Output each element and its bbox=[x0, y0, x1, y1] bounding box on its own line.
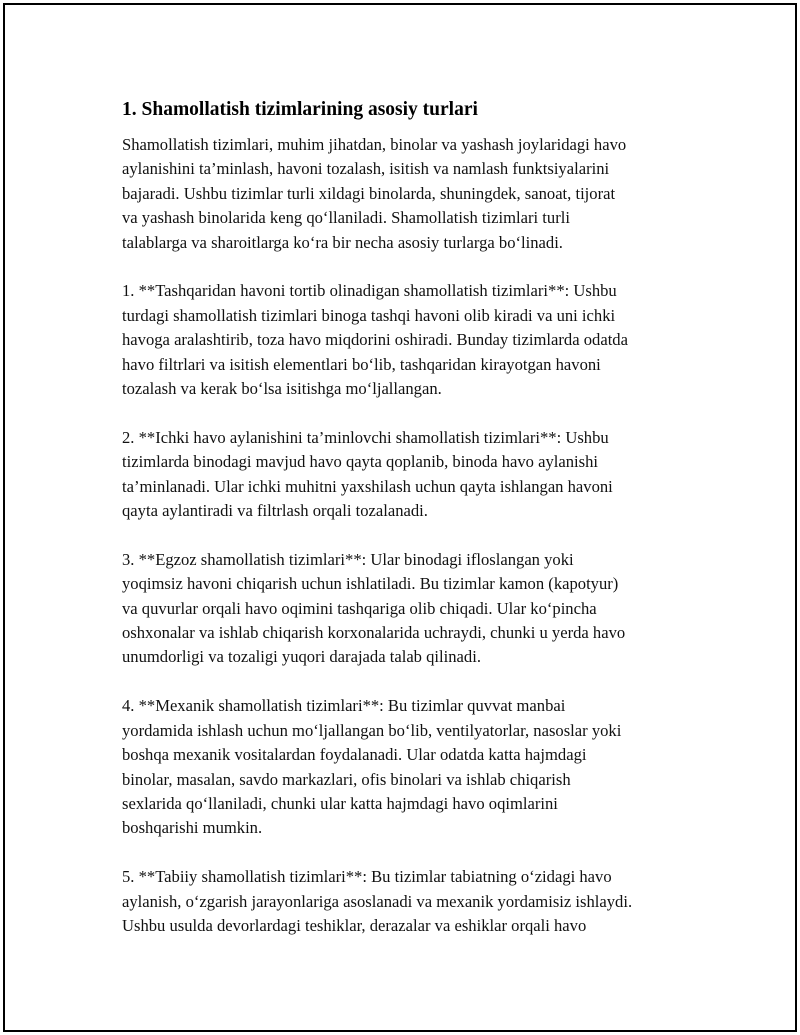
text-line: 1. **Tashqaridan havoni tortib olinadigan shamollatish tizimlari**: Ushbu bbox=[122, 281, 617, 301]
paragraph bbox=[122, 426, 692, 524]
text-line: yoqimsiz havoni chiqarish uchun ishlatiladi. Bu tizimlar kamon (kapotyur) bbox=[122, 574, 619, 594]
text-line: va yashash binolarida keng qo‘llaniladi. Shamollatish tizimlari turli bbox=[122, 208, 570, 228]
text-line: 2. **Ichki havo aylanishini ta’minlovchi shamollatish tizimlari**: Ushbu bbox=[122, 427, 609, 447]
paragraph bbox=[122, 694, 692, 840]
text-line: tozalash va kerak bo‘lsa isitishga mo‘ljallangan. bbox=[122, 379, 442, 399]
text-line: sexlarida qo‘llaniladi, chunki ular katta hajmdagi havo oqimlarini bbox=[122, 793, 558, 813]
paragraph-list bbox=[122, 133, 692, 938]
text-line: bajaradi. Ushbu tizimlar turli xildagi binolarda, shuningdek, sanoat, tijorat bbox=[122, 183, 616, 203]
text-line: tizimlarda binodagi mavjud havo qayta qoplanib, binoda havo aylanishi bbox=[122, 452, 599, 472]
text-line: yordamida ishlash uchun mo‘ljallangan bo‘lib, ventilyatorlar, nasoslar yoki bbox=[122, 720, 622, 740]
text-line: unumdorligi va tozaligi yuqori darajada talab qilinadi. bbox=[122, 647, 481, 667]
text-line: aylanishini ta’minlash, havoni tozalash, isitish va namlash funktsiyalarini bbox=[122, 159, 610, 179]
text-line: binolar, masalan, savdo markazlari, ofis binolari va ishlab chiqarish bbox=[122, 769, 571, 789]
text-line: ta’minlanadi. Ular ichki muhitni yaxshilash uchun qayta ishlangan havoni bbox=[122, 476, 613, 496]
document-body bbox=[122, 97, 692, 963]
text-line: boshqarishi mumkin. bbox=[122, 818, 263, 838]
text-line: 3. **Egzoz shamollatish tizimlari**: Ular binodagi ifloslangan yoki bbox=[122, 549, 574, 569]
paragraph bbox=[122, 865, 692, 938]
text-line: qayta aylantiradi va filtrlash orqali tozalanadi. bbox=[122, 501, 428, 521]
text-line: 4. **Mexanik shamollatish tizimlari**: Bu tizimlar quvvat manbai bbox=[122, 696, 566, 716]
paragraph bbox=[122, 133, 692, 255]
text-line: havoga aralashtirib, toza havo miqdorini oshiradi. Bunday tizimlarda odatda bbox=[122, 330, 628, 350]
paragraph bbox=[122, 548, 692, 670]
text-line: 5. **Tabiiy shamollatish tizimlari**: Bu tizimlar tabiatning o‘zidagi havo bbox=[122, 867, 612, 887]
text-line: havo filtrlari va isitish elementlari bo‘lib, tashqaridan kirayotgan havoni bbox=[122, 354, 601, 374]
text-line: aylanish, o‘zgarish jarayonlariga asoslanadi va mexanik yordamisiz ishlaydi. bbox=[122, 891, 633, 911]
text-line: Ushbu usulda devorlardagi teshiklar, derazalar va eshiklar orqali havo bbox=[122, 915, 587, 935]
document-title: 1. Shamollatish tizimlarining asosiy turlari bbox=[122, 99, 478, 120]
text-line: Shamollatish tizimlari, muhim jihatdan, binolar va yashash joylaridagi havo bbox=[122, 135, 627, 154]
text-line: boshqa mexanik vositalardan foydalanadi. Ular odatda katta hajmdagi bbox=[122, 745, 587, 765]
text-line: oshxonalar va ishlab chiqarish korxonalarida uchraydi, chunki u yerda havo bbox=[122, 623, 626, 643]
paragraph bbox=[122, 279, 692, 401]
text-line: turdagi shamollatish tizimlari binoga tashqi havoni olib kiradi va uni ichki bbox=[122, 305, 616, 325]
text-line: talablarga va sharoitlarga ko‘ra bir necha asosiy turlarga bo‘linadi. bbox=[122, 232, 563, 252]
document-page bbox=[3, 3, 797, 1032]
text-line: va quvurlar orqali havo oqimini tashqariga olib chiqadi. Ular ko‘pincha bbox=[122, 598, 597, 618]
